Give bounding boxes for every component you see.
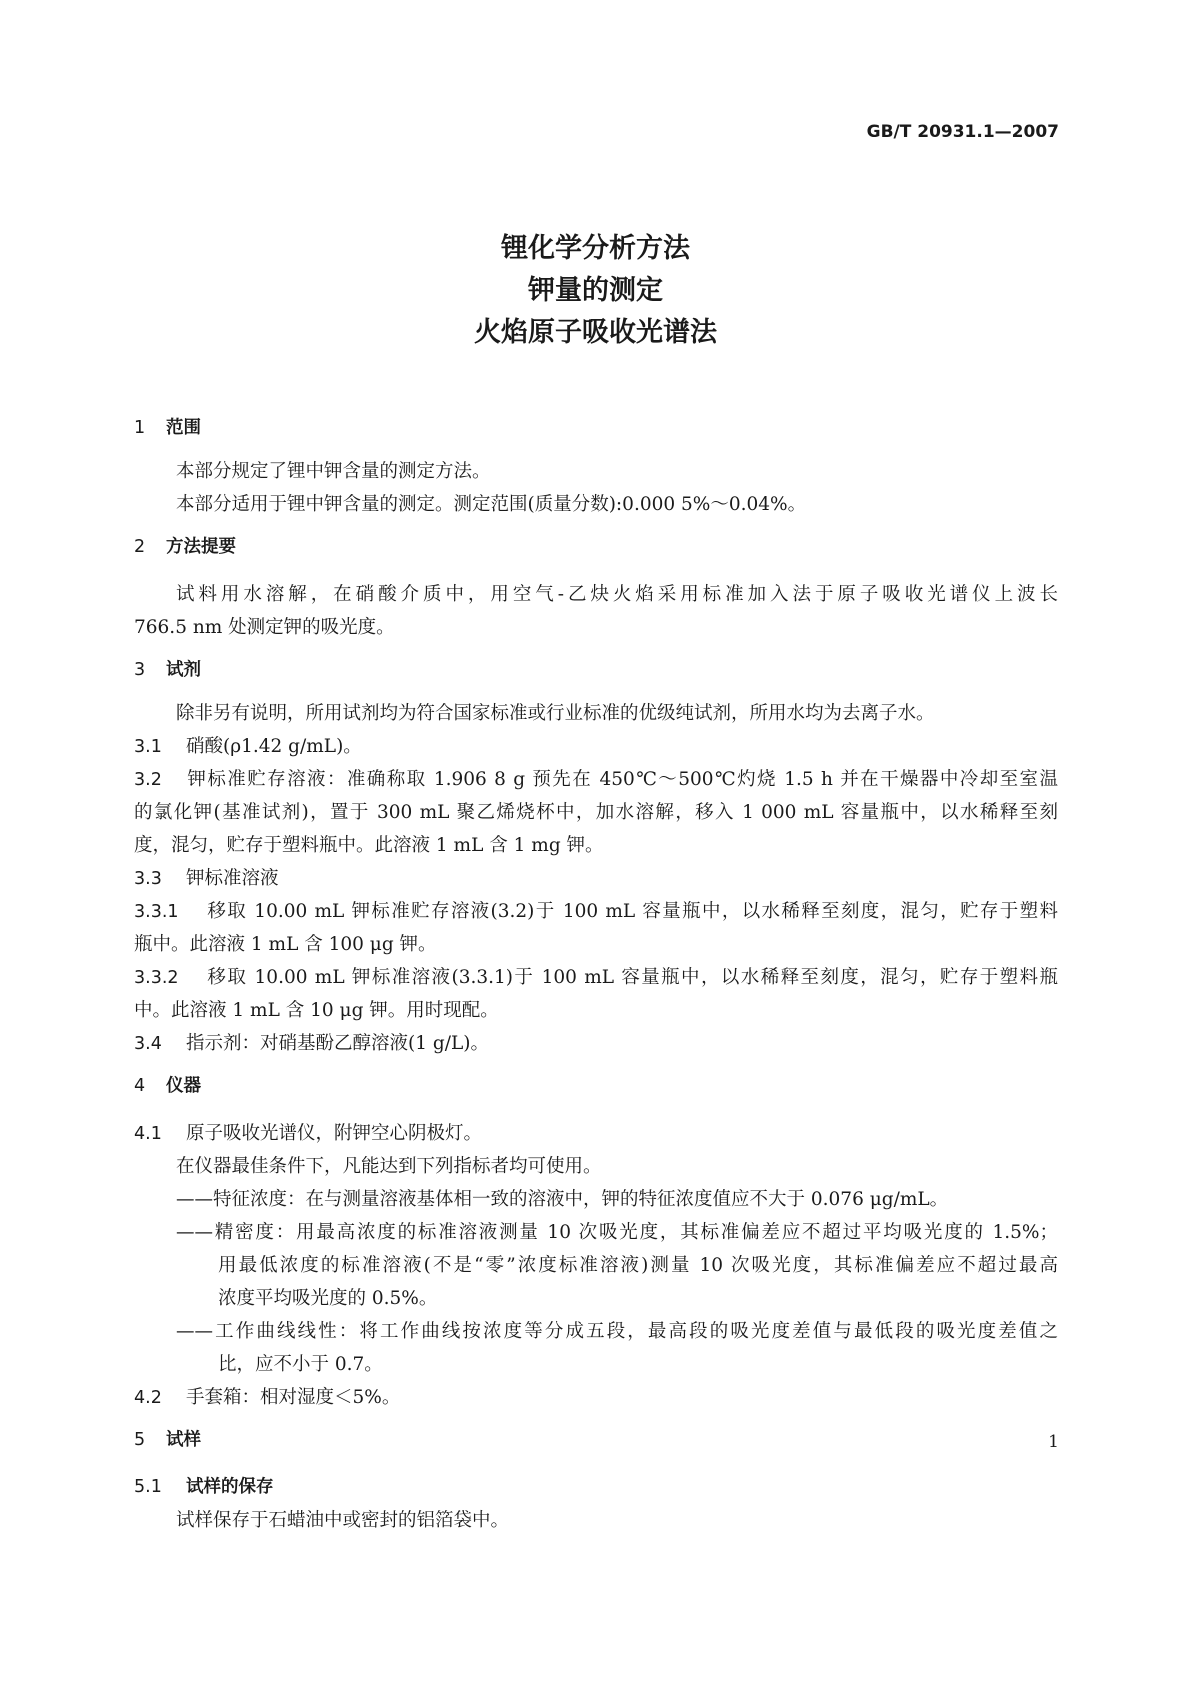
clause-text: 手套箱：相对湿度＜5%。 xyxy=(186,1387,401,1408)
clause-3-3-1-line: 瓶中。此溶液 1 mL 含 100 μg 钾。 xyxy=(134,934,437,955)
paragraph: 在仪器最佳条件下，凡能达到下列指标者均可使用。 xyxy=(176,1156,602,1177)
clause-3-3-2-line: 中。此溶液 1 mL 含 10 μg 钾。用时现配。 xyxy=(134,1000,499,1021)
paragraph: 试样保存于石蜡油中或密封的铝箔袋中。 xyxy=(176,1510,510,1531)
paragraph: 本部分适用于锂中钾含量的测定。测定范围(质量分数):0.000 5%～0.04%。 xyxy=(176,494,807,515)
section-title: 仪器 xyxy=(166,1076,201,1096)
title-line-2: 钾量的测定 xyxy=(528,275,663,306)
clause-3-2-line: 度，混匀，贮存于塑料瓶中。此溶液 1 mL 含 1 mg 钾。 xyxy=(134,835,604,856)
section-heading-reagents xyxy=(134,654,1058,687)
section-heading-sample xyxy=(134,1424,1058,1457)
document-body xyxy=(134,412,1058,1537)
section-title: 试样 xyxy=(166,1430,201,1450)
paragraph: 除非另有说明，所用试剂均为符合国家标准或行业标准的优级纯试剂，所用水均为去离子水。 xyxy=(176,703,935,724)
section-number: 2 xyxy=(134,537,146,557)
dash-item-precision-line: ——精密度：用最高浓度的标准溶液测量 10 次吸光度，其标准偏差应不超过平均吸光度的 1.5%； xyxy=(176,1222,1058,1243)
section-heading-scope xyxy=(134,412,1058,445)
section-number: 3 xyxy=(134,660,146,680)
clause-number: 3.1 xyxy=(134,737,162,757)
dash-item-characteristic-concentration: ——特征浓度：在与测量溶液基体相一致的溶液中，钾的特征浓度值应不大于 0.076 μg/mL。 xyxy=(176,1189,949,1210)
section-heading-principle xyxy=(134,531,1058,564)
clause-number: 3.3 xyxy=(134,869,162,889)
clause-3-1 xyxy=(134,730,1058,763)
clause-text: 钾标准溶液 xyxy=(186,868,279,889)
clause-3-3-1-line xyxy=(134,895,1058,928)
clause-text: 钾标准贮存溶液：准确称取 1.906 8 g 预先在 450℃～500℃灼烧 1.5 h 并在干燥器中冷却至室温 xyxy=(186,769,1058,790)
title-line-1: 锂化学分析方法 xyxy=(501,233,690,264)
clause-text: 原子吸收光谱仪，附钾空心阴极灯。 xyxy=(186,1123,483,1144)
section-heading-apparatus xyxy=(134,1070,1058,1103)
page-number: 1 xyxy=(1048,1432,1059,1452)
clause-number: 4.2 xyxy=(134,1388,162,1408)
clause-3-3-2-line xyxy=(134,961,1058,994)
subsection-title: 试样的保存 xyxy=(186,1477,274,1497)
clause-4-1 xyxy=(134,1117,1058,1150)
clause-4-2 xyxy=(134,1381,1058,1414)
clause-text: 移取 10.00 mL 钾标准溶液(3.3.1)于 100 mL 容量瓶中，以水稀释至刻度，混匀，贮存于塑料瓶 xyxy=(206,967,1058,988)
paragraph: 本部分规定了锂中钾含量的测定方法。 xyxy=(176,461,491,482)
paragraph-line: 766.5 nm 处测定钾的吸光度。 xyxy=(134,617,395,638)
clause-number: 3.3.1 xyxy=(134,902,179,922)
document-title xyxy=(0,228,1191,354)
clause-3-4 xyxy=(134,1027,1058,1060)
section-number: 1 xyxy=(134,418,146,438)
dash-item-precision-line: 浓度平均吸光度的 0.5%。 xyxy=(218,1288,438,1309)
clause-number: 3.2 xyxy=(134,770,162,790)
clause-3-2-line: 的氯化钾(基准试剂)，置于 300 mL 聚乙烯烧杯中，加水溶解，移入 1 000 mL 容量瓶中，以水稀释至刻 xyxy=(134,802,1058,823)
dash-item-precision-line: 用最低浓度的标准溶液(不是“零”浓度标准溶液)测量 10 次吸光度，其标准偏差应不超过最高 xyxy=(218,1255,1058,1276)
clause-number: 5.1 xyxy=(134,1477,162,1497)
paragraph-line: 试料用水溶解，在硝酸介质中，用空气-乙炔火焰采用标准加入法于原子吸收光谱仪上波长 xyxy=(176,584,1058,605)
clause-3-2-line xyxy=(134,763,1058,796)
clause-number: 3.4 xyxy=(134,1034,162,1054)
dash-item-linearity-line: 比，应不小于 0.7。 xyxy=(218,1354,383,1375)
standard-code: GB/T 20931.1—2007 xyxy=(866,122,1059,142)
dash-item-linearity-line: ——工作曲线线性：将工作曲线按浓度等分成五段，最高段的吸光度差值与最低段的吸光度差值之 xyxy=(176,1321,1058,1342)
clause-3-3 xyxy=(134,862,1058,895)
section-number: 5 xyxy=(134,1430,146,1450)
clause-number: 3.3.2 xyxy=(134,968,179,988)
clause-number: 4.1 xyxy=(134,1124,162,1144)
section-title: 范围 xyxy=(166,418,201,438)
section-title: 方法提要 xyxy=(166,537,236,557)
subsection-heading-sample-storage xyxy=(134,1471,1058,1504)
clause-text: 硝酸(ρ1.42 g/mL)。 xyxy=(186,736,362,757)
section-title: 试剂 xyxy=(166,660,201,680)
clause-text: 移取 10.00 mL 钾标准贮存溶液(3.2)于 100 mL 容量瓶中，以水稀释至刻度，混匀，贮存于塑料 xyxy=(206,901,1058,922)
title-line-3: 火焰原子吸收光谱法 xyxy=(474,317,717,348)
section-number: 4 xyxy=(134,1076,146,1096)
clause-text: 指示剂：对硝基酚乙醇溶液(1 g/L)。 xyxy=(186,1033,489,1054)
